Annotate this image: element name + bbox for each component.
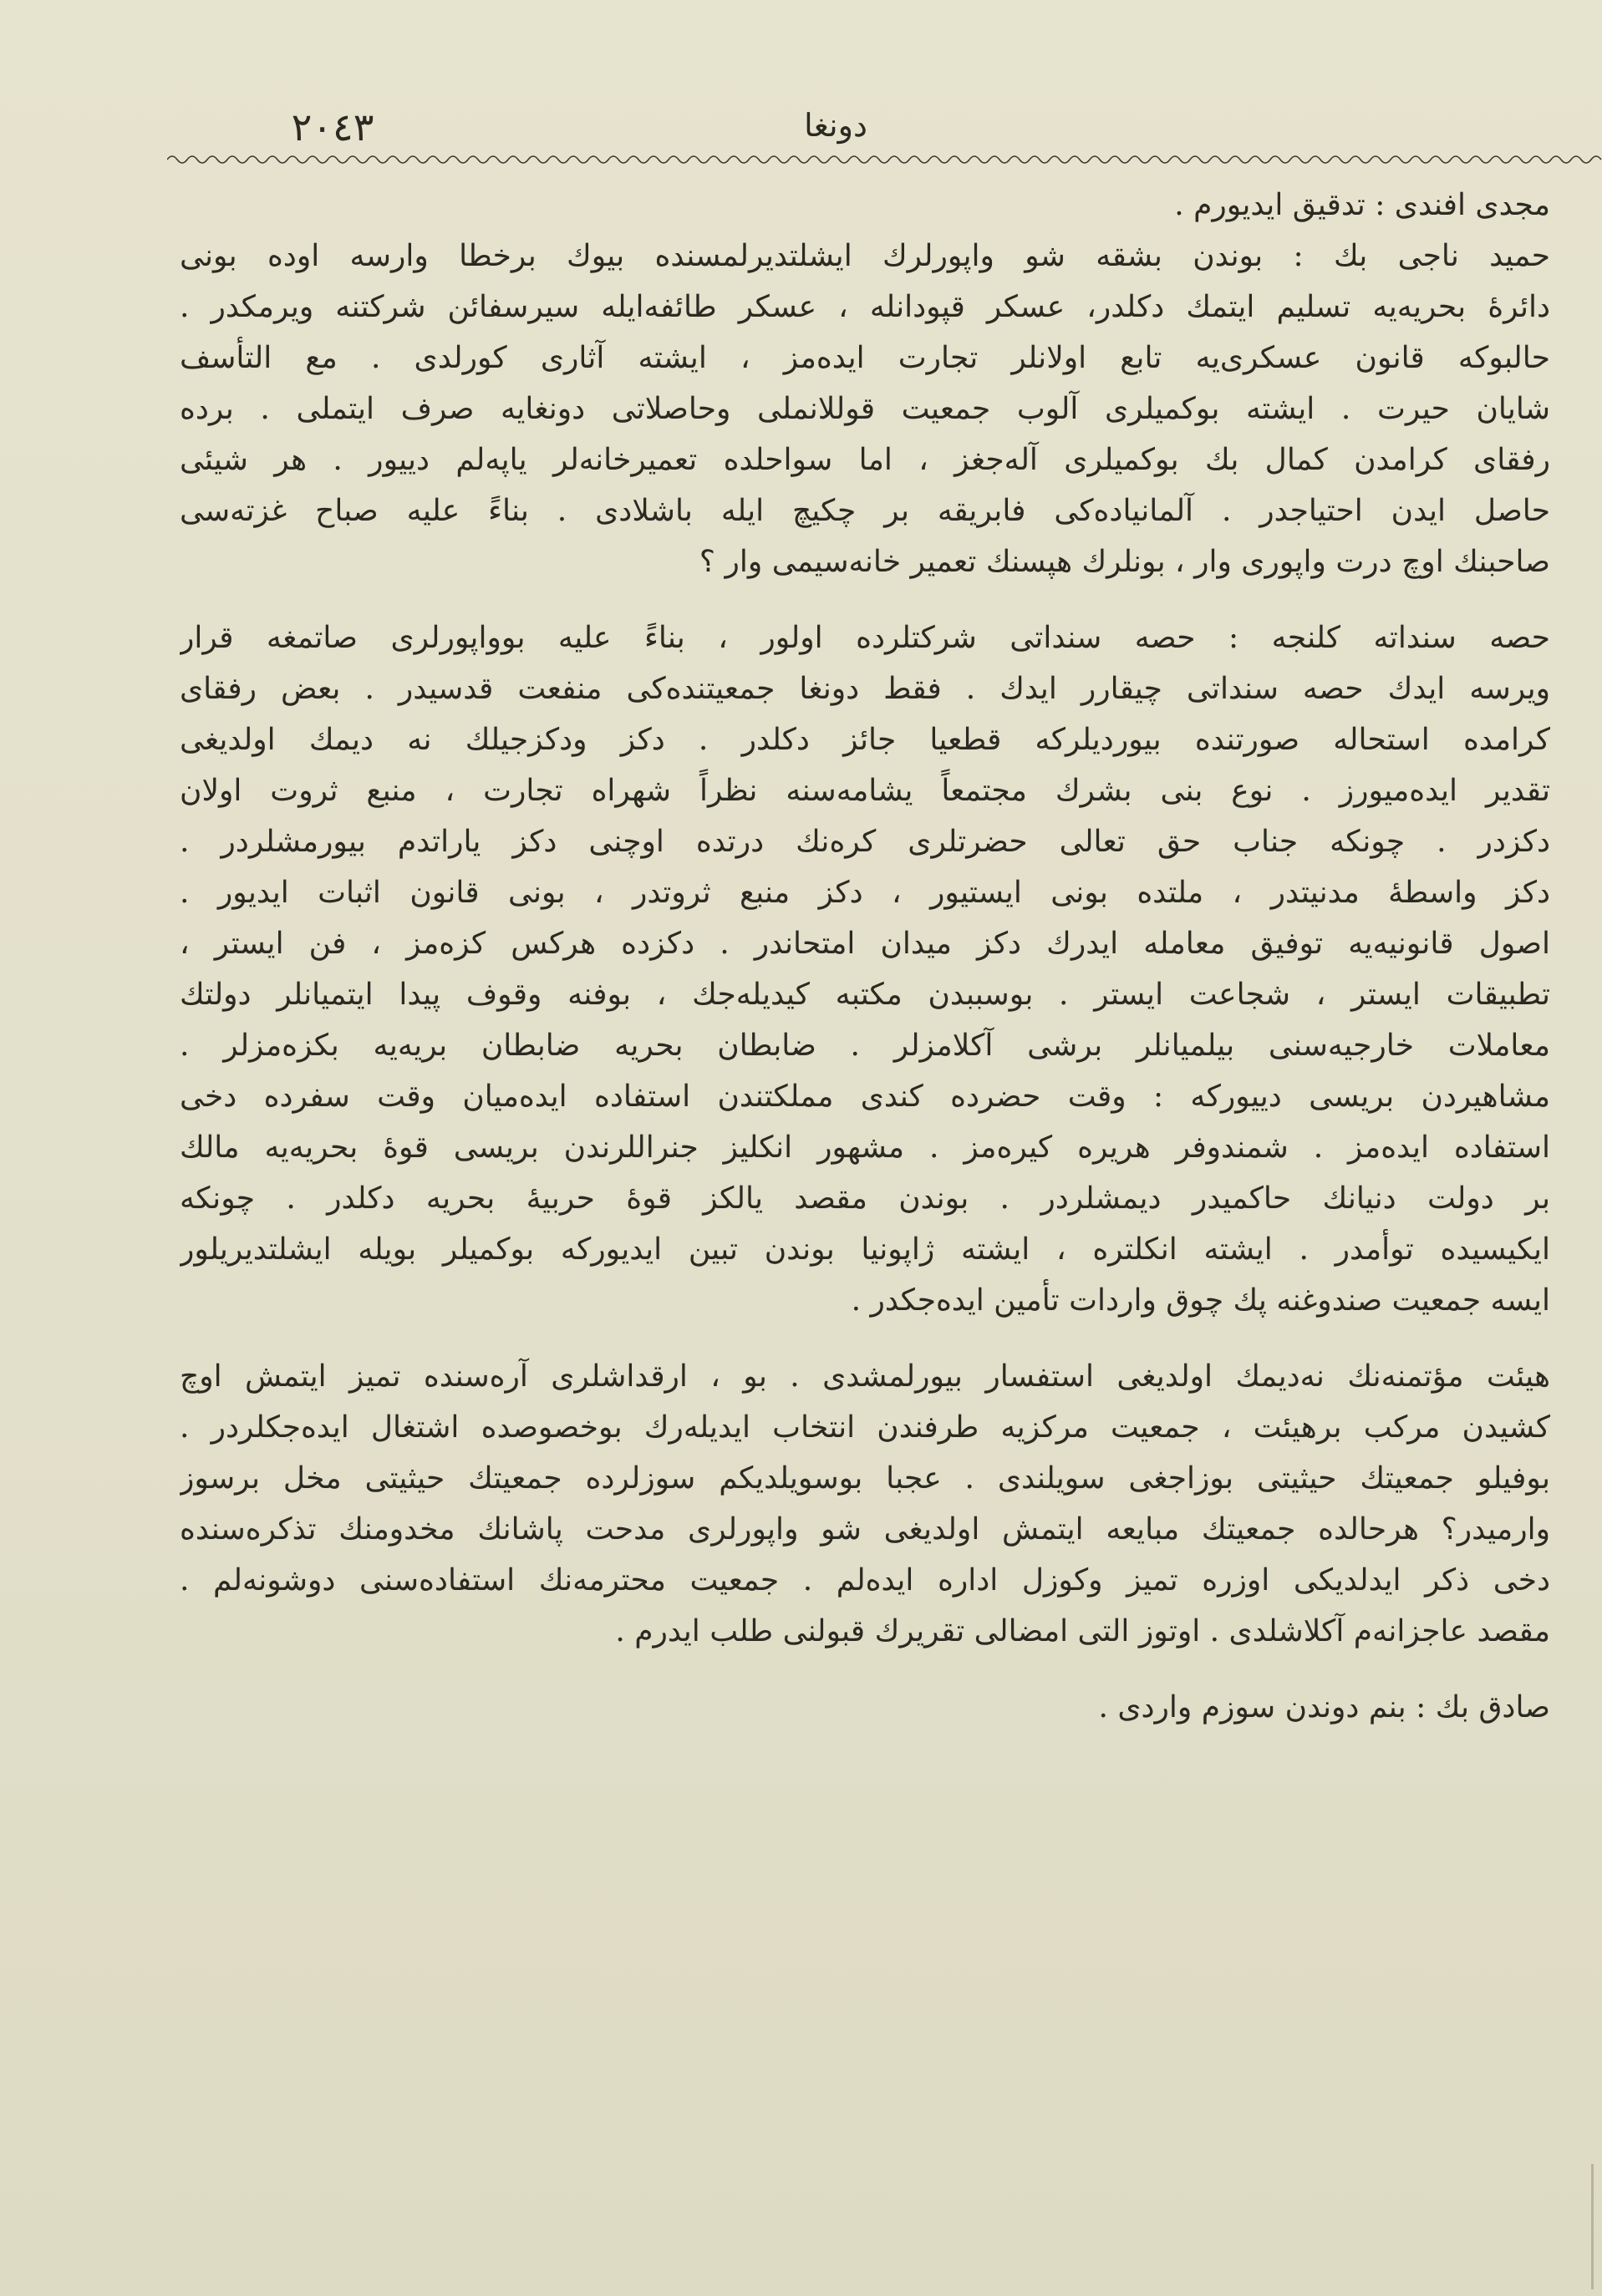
paragraph-hisse-senedat <box>180 612 1550 1326</box>
text-line: حصه سنداته کلنجه : حصه سنداتی شرکتلرده اولور ، بناءً علیه بوواپورلری صاتمغه قرار <box>180 621 1550 655</box>
text-line: حمید ناجی بك : بوندن بشقه شو واپورلرك ایشلتدیرلمسنده بیوك برخطا وارسه اوده بونی <box>180 239 1550 273</box>
paragraph-majdi <box>180 180 1550 231</box>
text-line: شایان حیرت . ایشته بوکمیلری آلوب جمعیت قوللانملی وحاصلاتی دونغایه صرف ایتملی . برده <box>180 392 1550 426</box>
text-line: معاملات خارجیه‌سنی بیلمیانلر برشی آکلامزلر . ضابطان بحریه ضابطان بریه‌یه بکزه‌مزلر . <box>180 1029 1550 1063</box>
text-line: دخی ذکر ایدلدیکی اوزره تمیز وکوزل اداره ایده‌لم . جمعیت محترمه‌نك استفاده‌سنی دوشونه‌لم . <box>180 1563 1550 1598</box>
text-line: دائرهٔ بحریه‌یه تسلیم ایتمك دکلدر، عسکر قپودانله ، عسکر طائفه‌ایله سیرسفائن شرکتنه ویرمکدر . <box>180 290 1550 324</box>
text-line: کرامده استحاله صورتنده بیوردیلرکه قطعیا جائز دکلدر . دکز ودکزجیلك نه دیمك اولدیغی <box>180 723 1550 757</box>
text-line: دکز واسطهٔ مدنیتدر ، ملتده بونی ایستیور ، دکز منبع ثروتدر ، بونی قانون اثبات ایدیور . <box>180 876 1550 910</box>
text-line: حاصل ایدن احتیاجدر . آلمانیاده‌کی فابریقه بر چکیچ ایله باشلادی . بناءً علیه صباح غزته‌سی <box>180 494 1550 528</box>
text-line: ویرسه ایدك حصه سنداتی چیقارر ایدك . فقط دونغا جمعیتنده‌کی منفعت قدسیدر . بعض رفقای <box>180 672 1550 706</box>
text-line: صاحبنك اوچ درت واپوری وار ، بونلرك هپسنك تعمیر خانه‌سیمی وار ؟ <box>699 545 1550 579</box>
text-line: دکزدر . چونکه جناب حق تعالی حضرتلری کره‌نك درتده اوچنی دکز یاراتدم بیورمشلردر . <box>180 825 1550 859</box>
text-line: رفقای کرامدن کمال بك بوکمیلری آله‌جغز ، اما سواحلده تعمیرخانه‌لر یاپه‌لم دییور . هر شیئی <box>180 443 1550 477</box>
text-line: مجدی افندی : تدقیق ایدیورم . <box>1174 188 1550 222</box>
text-line: ایکیسیده توأمدر . ایشته انکلتره ، ایشته ژاپونیا بوندن تبین ایدیورکه بوکمیلر بویله ایشلتدیریلور <box>180 1232 1550 1267</box>
paragraph-heyet-mutemene <box>180 1351 1550 1657</box>
page-number: ٢٠٤٣ <box>291 104 374 150</box>
text-line: مقصد عاجزانه‌م آکلاشلدی . اوتوز التی امضالی تقریرك قبولنی طلب ایدرم . <box>615 1614 1550 1648</box>
text-line: صادق بك : بنم دوندن سوزم واردی . <box>1098 1690 1550 1725</box>
paragraph-hamid-naci <box>180 231 1550 587</box>
page-edge-mark <box>1591 2164 1594 2289</box>
text-line: استفاده ایده‌مز . شمندوفر هریره کیره‌مز . مشهور انکلیز جنراللرندن بریسی قوهٔ بحریه‌یه مالك <box>180 1130 1550 1165</box>
text-line: کشیدن مرکب برهیئت ، جمعیت مرکزیه طرفندن انتخاب ایدیله‌رك بوخصوصده اشتغال ایده‌جکلردر . <box>180 1410 1550 1445</box>
header-wavy-rule <box>167 150 1602 169</box>
text-line: ایسه جمعیت صندوغنه پك چوق واردات تأمین ایده‌جکدر . <box>851 1283 1550 1318</box>
text-line: بر دولت دنیانك حاکمیدر دیمشلردر . بوندن مقصد یالکز قوهٔ حربیهٔ بحریه دکلدر . چونکه <box>180 1181 1550 1216</box>
paragraph-sadik <box>180 1682 1550 1733</box>
text-line: اصول قانونیه‌یه توفیق معامله ایدرك دکز میدان امتحاندر . دکزده هرکس کزه‌مز ، فن ایستر ، <box>180 927 1550 961</box>
document-body <box>180 180 1550 2268</box>
text-line: تطبیقات ایستر ، شجاعت ایستر . بوسببدن مکتبه کیدیله‌جك ، بوفنه وقوف پیدا ایتمیانلر دولتك <box>180 978 1550 1012</box>
text-line: هیئت مؤتمنه‌نك نه‌دیمك اولدیغی استفسار بیورلمشدی . بو ، ارقداشلری آره‌سنده تمیز ایتمش اوچ <box>180 1359 1550 1394</box>
text-line: بوفیلو جمعیتك حیثیتی بوزاجغی سویلندی . عجبا بوسویلدیکم سوزلرده جمعیتك حیثیتی مخل برسوز <box>180 1461 1550 1496</box>
text-line: تقدیر ایده‌میورز . نوع بنی بشرك مجتمعاً یشامه‌سنه نظراً شهراه تجارت ، منبع ثروت اولان <box>180 774 1550 808</box>
text-line: وارمیدر؟ هرحالده جمعیتك مبایعه ایتمش اولدیغی شو واپورلری مدحت پاشانك مخدومنك تذکره‌سنده <box>180 1512 1550 1547</box>
running-header-title: دونغا <box>804 107 867 144</box>
text-line: مشاهیردن بریسی دییورکه : وقت حضرده کندی مملکتندن استفاده ایده‌میان وقت سفرده دخی <box>180 1079 1550 1114</box>
text-line: حالبوکه قانون عسکری‌یه تابع اولانلر تجارت ایده‌مز ، ایشته آثاری کورلدی . مع التأسف <box>180 341 1550 375</box>
